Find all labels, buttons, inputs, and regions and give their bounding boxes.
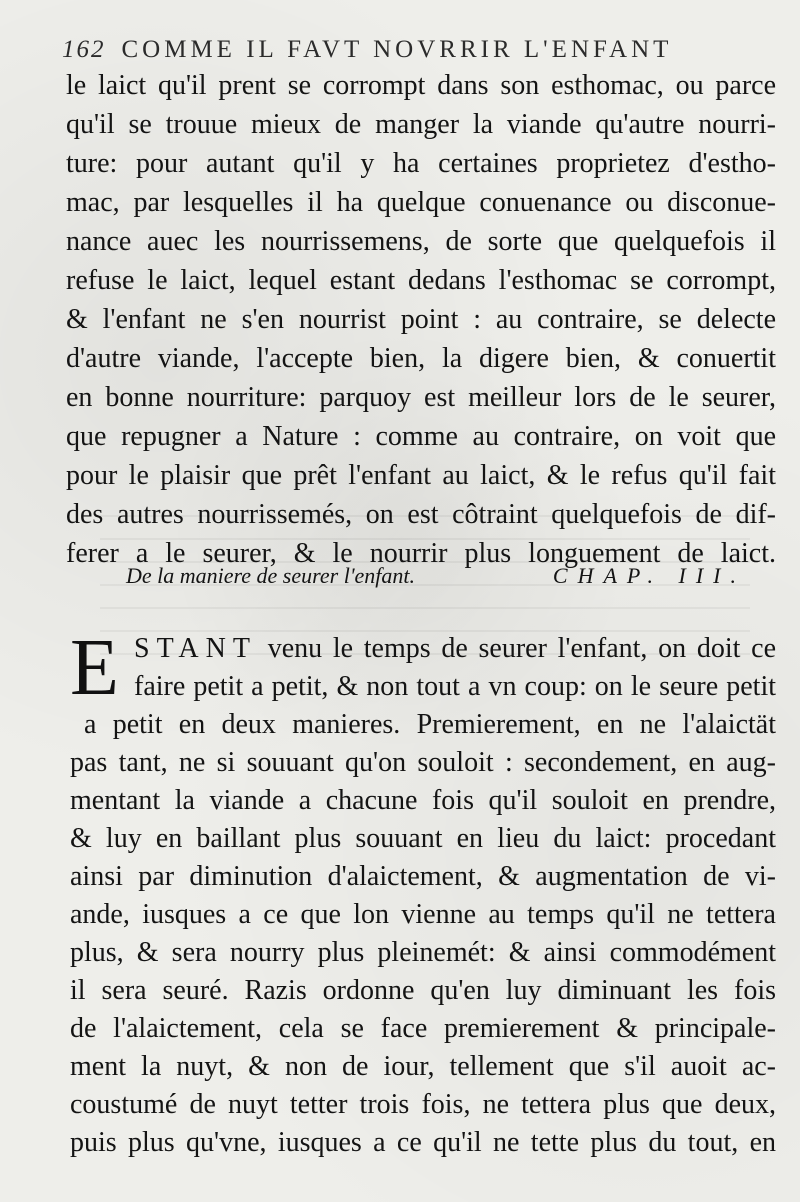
text-line: mac, par lesquelles il ha quelque conuenance ou disconue- — [66, 187, 776, 218]
text-line: pas tant, ne si souuant qu'on souloit : secondement, en aug- — [70, 747, 776, 778]
text-line: en bonne nourriture: parquoy est meilleur lors de le seurer, — [66, 382, 776, 413]
text-line: il sera seuré. Razis ordonne qu'en luy diminuant les fois — [70, 975, 776, 1006]
text-line: qu'il se trouue mieux de manger la viande qu'autre nourri- — [66, 109, 776, 140]
page-number: 162 — [62, 36, 106, 63]
text-line: a petit en deux manieres. Premierement, en ne l'alaictät — [84, 709, 776, 740]
text-line: refuse le laict, lequel estant dedans l'esthomac se corrompt, — [66, 265, 776, 296]
text-line: ferer a le seurer, & le nourrir plus longuement de laict. — [66, 538, 776, 569]
first-line-rest: venu le temps de seurer l'enfant, on doit ce — [267, 633, 776, 664]
text-line: d'autre viande, l'accepte bien, la digere bien, & conuertit — [66, 343, 776, 374]
text-line: puis plus qu'vne, iusques a ce qu'il ne tette plus du tout, en — [70, 1127, 776, 1158]
text-line: des autres nourrissemés, on est côtraint quelquefois de dif- — [66, 499, 776, 530]
chapter-text — [70, 624, 776, 1162]
drop-cap: E — [70, 624, 119, 712]
text-line: ainsi par diminution d'alaictement, & augmentation de vi- — [70, 861, 776, 892]
text-line: mentant la viande a chacune fois qu'il souloit en prendre, — [70, 785, 776, 816]
running-head — [62, 36, 782, 64]
text-line: que repugner a Nature : comme au contraire, on voit que — [66, 421, 776, 452]
text-line: ture: pour autant qu'il y ha certaines proprietez d'estho- — [66, 148, 776, 179]
text-line: plus, & sera nourry plus pleinemét: & ainsi commodément — [70, 937, 776, 968]
text-line: & luy en baillant plus souuant en lieu du laict: procedant — [70, 823, 776, 854]
text-line: pour le plaisir que prêt l'enfant au laict, & le refus qu'il fait — [66, 460, 776, 491]
chapter-heading — [126, 563, 746, 589]
chapter-label: CHAP. III. — [552, 563, 746, 588]
text-line: coustumé de nuyt tetter trois fois, ne tettera plus que deux, — [70, 1089, 776, 1120]
text-line: ande, iusques a ce que lon vienne au temps qu'il ne tettera — [70, 899, 776, 930]
body-paragraph — [66, 66, 776, 573]
running-title: COMME IL FAVT NOVRRIR L'ENFANT — [121, 36, 673, 63]
text-line: nance auec les nourrissemens, de sorte que quelquefois il — [66, 226, 776, 257]
chapter-first-line — [70, 630, 776, 668]
text-line: de l'alaictement, cela se face premierement & principale- — [70, 1013, 776, 1044]
text-line: faire petit a petit, & non tout a vn coup: on le seure petit — [134, 671, 776, 702]
text-line: ment la nuyt, & non de iour, tellement que s'il auoit ac- — [70, 1051, 776, 1082]
chapter-title: De la maniere de seurer l'enfant. — [126, 563, 416, 588]
first-word: STANT — [134, 633, 257, 664]
text-line: le laict qu'il prent se corrompt dans son esthomac, ou parce — [66, 70, 776, 101]
text-line: & l'enfant ne s'en nourrist point : au contraire, se delecte — [66, 304, 776, 335]
